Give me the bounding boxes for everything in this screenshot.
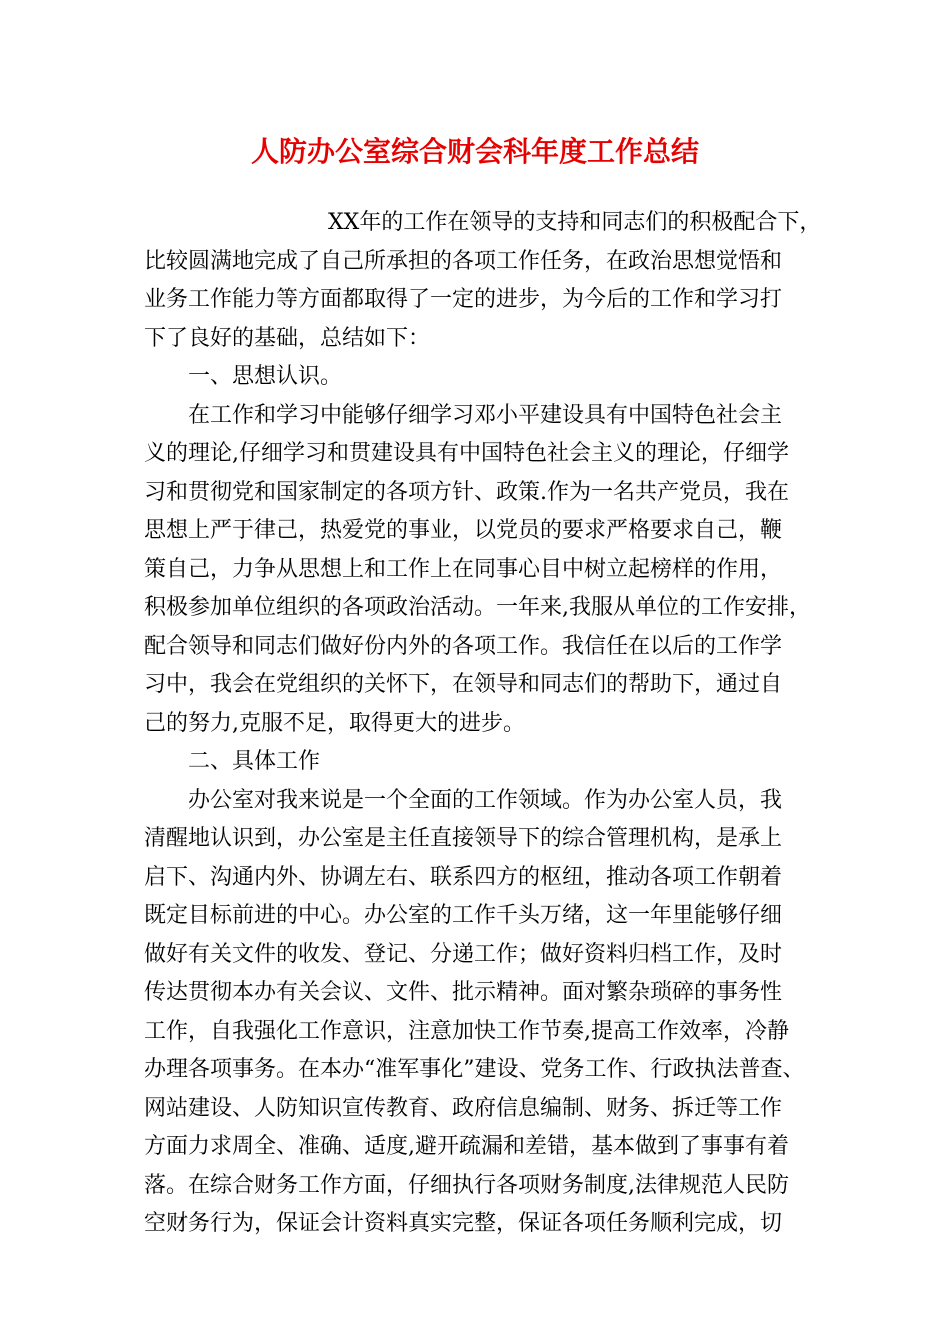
document-body — [144, 204, 820, 1244]
body-line: 办公室对我来说是一个全面的工作领域。作为办公室人员，我 — [188, 787, 783, 813]
document-title: 人防办公室综合财会科年度工作总结 — [250, 135, 699, 168]
body-line: 积极参加单位组织的各项政治活动。一年来,我服从单位的工作安排， — [144, 595, 811, 620]
body-line: 空财务行为，保证会计资料真实完整，保证各项任务顺利完成，切 — [144, 1211, 783, 1236]
body-line: 工作，自我强化工作意识，注意加快工作节奏,提高工作效率，冷静 — [144, 1018, 789, 1044]
body-line: 清醒地认识到，办公室是主任直接领导下的综合管理机构，是承上 — [144, 826, 783, 851]
body-line: 做好有关文件的收发、登记、分递工作；做好资料归档工作，及时 — [144, 941, 783, 967]
body-line: 办理各项事务。在本办“准军事化”建设、党务工作、行政执法普查、 — [144, 1057, 805, 1082]
body-line: 既定目标前进的中心。办公室的工作千头万绪，这一年里能够仔细 — [144, 903, 783, 928]
body-line: 配合领导和同志们做好份内外的各项工作。我信任在以后的工作学 — [144, 633, 783, 659]
body-line: XX年的工作在领导的支持和同志们的积极配合下， — [328, 210, 822, 235]
body-line: 下了良好的基础，总结如下： — [144, 325, 431, 351]
body-line: 义的理论,仔细学习和贯建设具有中国特色社会主义的理论，仔细学 — [144, 441, 789, 466]
body-line: 策自己，力争从思想上和工作上在同事心目中树立起榜样的作用， — [144, 556, 783, 582]
body-line: 方面力求周全、准确、适度,避开疏漏和差错，基本做到了事事有着 — [144, 1134, 789, 1159]
body-line: 传达贯彻本办有关会议、文件、批示精神。面对繁杂琐碎的事务性 — [144, 980, 783, 1005]
body-line: 习和贯彻党和国家制定的各项方针、政策.作为一名共产党员，我在 — [144, 479, 789, 505]
body-line: 比较圆满地完成了自己所承担的各项工作任务，在政治思想觉悟和 — [144, 248, 783, 274]
body-line: 己的努力,克服不足，取得更大的进步。 — [144, 710, 525, 736]
body-line: 启下、沟通内外、协调左右、联系四方的枢纽，推动各项工作朝着 — [144, 864, 783, 890]
body-line: 网站建设、人防知识宣传教育、政府信息编制、财务、拆迁等工作 — [144, 1095, 783, 1121]
body-line: 二、具体工作 — [188, 749, 321, 774]
body-line: 思想上严于律己，热爱党的事业，以党员的要求严格要求自己，鞭 — [144, 518, 783, 543]
body-line: 业务工作能力等方面都取得了一定的进步，为今后的工作和学习打 — [144, 287, 783, 312]
body-line: 落。在综合财务工作方面，仔细执行各项财务制度,法律规范人民防 — [144, 1172, 789, 1198]
body-line: 一、思想认识。 — [188, 364, 343, 389]
body-line: 在工作和学习中能够仔细学习邓小平建设具有中国特色社会主 — [188, 402, 783, 428]
body-line: 习中，我会在党组织的关怀下，在领导和同志们的帮助下，通过自 — [144, 672, 783, 697]
